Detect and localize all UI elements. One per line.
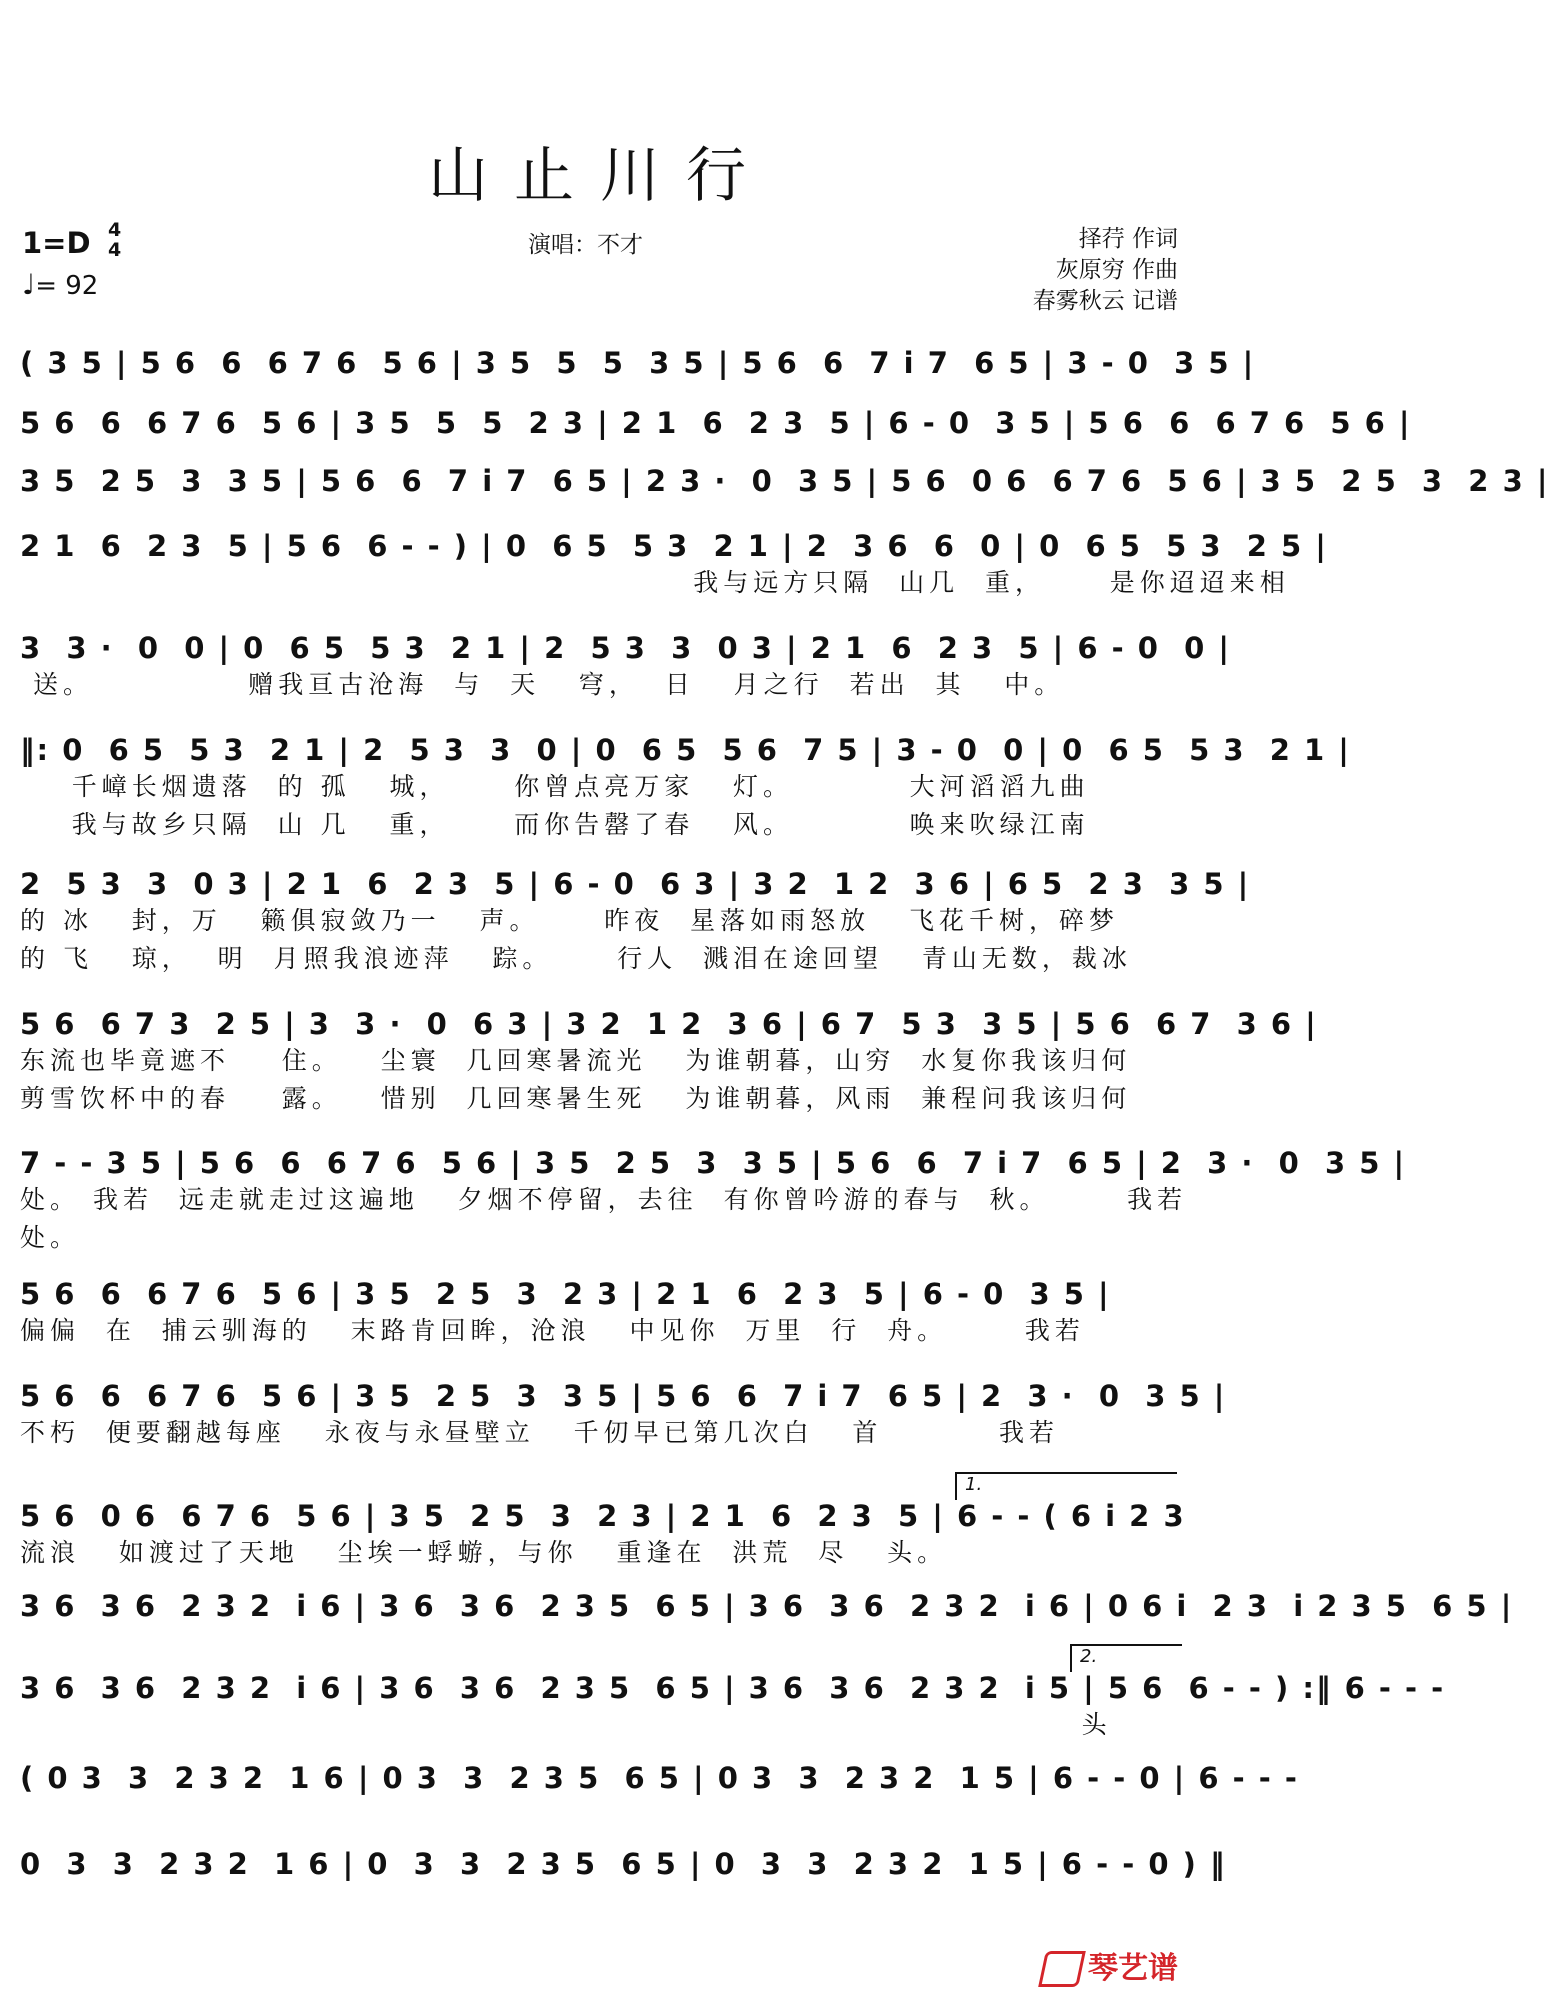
key-signature: 1=D [22, 226, 91, 260]
score-system [20, 345, 1256, 381]
notation-line: 3 6 3 6 2 3 2 i 6 | 3 6 3 6 2 3 5 6 5 | 3 6 3 6 2 3 2 i 6 | 0 6 i 2 3 i 2 3 5 6 5 | [20, 1589, 1514, 1623]
score-system [20, 1378, 1227, 1452]
score-system [20, 1474, 1186, 1572]
credits [1033, 224, 1178, 317]
singer-credit: 演唱：不才 [528, 232, 643, 258]
time-signature-top: 4 [108, 219, 122, 241]
lyric-line: 的 飞 琼， 明 月照我浪迹萍 踪。 行人 溅泪在途回望 青山无数，裁冰 [20, 944, 1132, 973]
volta-bracket [1070, 1644, 1182, 1672]
transcriber-credit: 春雾秋云 记谱 [1032, 288, 1178, 314]
lyric-line: 送。 赠我亘古沧海 与 天 穹， 日 月之行 若出 其 中。 [20, 670, 1065, 699]
notation-line: ( 3 5 | 5 6 6 6 7 6 5 6 | 3 5 5 5 3 5 | 5 6 6 7 i 7 6 5 | 3 - 0 3 5 | [20, 346, 1256, 380]
notation-line: 0 3 3 2 3 2 1 6 | 0 3 3 2 3 5 6 5 | 0 3 3 2 3 2 1 5 | 6 - - 0 ) ‖ [20, 1847, 1227, 1881]
watermark-text: 琴艺谱 [1088, 1950, 1178, 1986]
composer-credit: 灰原穷 作曲 [1055, 257, 1178, 283]
tempo-marking [22, 268, 98, 301]
score-system [20, 1588, 1514, 1624]
lyric-line: 不朽 便要翻越每座 永夜与永昼壁立 千仞早已第几次白 首 我若 [20, 1418, 1059, 1447]
score-system [20, 630, 1231, 704]
lyric-line: 剪雪饮杯中的春 露。 惜别 几回寒暑生死 为谁朝暮，风雨 兼程问我该归何 [20, 1084, 1132, 1113]
lyric-line: 偏偏 在 捕云驯海的 末路肯回眸，沧浪 中见你 万里 行 舟。 我若 [20, 1316, 1085, 1345]
notation-line: 5 6 6 6 7 6 5 6 | 3 5 2 5 3 3 5 | 5 6 6 7 i 7 6 5 | 2 3 · 0 3 5 | [20, 1379, 1227, 1413]
lyric-line: 东流也毕竟遮不 住。 尘寰 几回寒暑流光 为谁朝暮，山穷 水复你我该归何 [20, 1046, 1132, 1075]
notation-line: 2 1 6 2 3 5 | 5 6 6 - - ) | 0 6 5 5 3 2 1 | 2 3 6 6 0 | 0 6 5 5 3 2 5 | [20, 529, 1328, 563]
score-system [20, 1760, 1299, 1796]
score-system [20, 866, 1251, 978]
lyric-line: 的 冰 封，万 籁俱寂敛乃一 声。 昨夜 星落如雨怒放 飞花千树，碎梦 [20, 906, 1119, 935]
volta-label: 2. [1080, 1646, 1098, 1667]
lyric-line: 处。 [20, 1223, 81, 1252]
volta-bracket [955, 1472, 1177, 1500]
score-system [20, 1276, 1180, 1350]
notation-line: ‖: 0 6 5 5 3 2 1 | 2 5 3 3 0 | 0 6 5 5 6 7 5 | 3 - 0 0 | 0 6 5 5 3 2 1 | [20, 733, 1351, 767]
time-signature [108, 220, 121, 260]
notation-line: ( 0 3 3 2 3 2 1 6 | 0 3 3 2 3 5 6 5 | 0 3 3 2 3 2 1 5 | 6 - - 0 | 6 - - - [20, 1761, 1299, 1795]
score-system [20, 528, 1328, 602]
score-system [20, 1846, 1227, 1882]
notation-line: 3 5 2 5 3 3 5 | 5 6 6 7 i 7 6 5 | 2 3 · 0 3 5 | 5 6 0 6 6 7 6 5 6 | 3 5 2 5 3 2 3 | [20, 464, 1549, 498]
notation-line: 5 6 6 6 7 6 5 6 | 3 5 2 5 3 2 3 | 2 1 6 2 3 5 | 6 - 0 3 5 | [20, 1277, 1111, 1311]
lyric-line: 我与远方只隔 山几 重， 是你迢迢来相 [20, 568, 1290, 597]
score-system [20, 1646, 1446, 1744]
score-system [20, 732, 1351, 844]
volta-label: 1. [965, 1474, 983, 1495]
lyricist-credit: 择荇 作词 [1078, 226, 1178, 252]
score-system [20, 1006, 1318, 1118]
quarter-note-icon: ♩ [22, 268, 36, 301]
lyric-line: 我与故乡只隔 山 几 重， 而你告罄了春 风。 唤来吹绿江南 [20, 810, 1090, 839]
brand-logo-icon [1038, 1951, 1086, 1987]
notation-line: 3 6 3 6 2 3 2 i 6 | 3 6 3 6 2 3 5 6 5 | 3 6 3 6 2 3 2 i 5 | 5 6 6 - - ) :‖ 6 - - - [20, 1671, 1446, 1705]
lyric-line: 流浪 如渡过了天地 尘埃一蜉蝣，与你 重逢在 洪荒 尽 头。 [20, 1538, 948, 1567]
score-title: 山止川行 [428, 141, 772, 211]
notation-line: 5 6 0 6 6 7 6 5 6 | 3 5 2 5 3 2 3 | 2 1 6 2 3 5 | 6 - - ( 6 i 2 3 [20, 1499, 1186, 1533]
notation-line: 5 6 6 6 7 6 5 6 | 3 5 5 5 2 3 | 2 1 6 2 3 5 | 6 - 0 3 5 | 5 6 6 6 7 6 5 6 | [20, 406, 1412, 440]
notation-line: 2 5 3 3 0 3 | 2 1 6 2 3 5 | 6 - 0 6 3 | 3 2 1 2 3 6 | 6 5 2 3 3 5 | [20, 867, 1251, 901]
watermark-logo [1042, 1943, 1178, 1988]
lyric-line: 处。 我若 远走就走过这遍地 夕烟不停留，去往 有你曾吟游的春与 秋。 我若 [20, 1185, 1188, 1214]
score-system [20, 405, 1412, 441]
notation-line: 5 6 6 7 3 2 5 | 3 3 · 0 6 3 | 3 2 1 2 3 6 | 6 7 5 3 3 5 | 5 6 6 7 3 6 | [20, 1007, 1318, 1041]
time-signature-bottom: 4 [108, 239, 122, 261]
lyric-line: 头 [20, 1710, 1112, 1739]
notation-line: 3 3 · 0 0 | 0 6 5 5 3 2 1 | 2 5 3 3 0 3 | 2 1 6 2 3 5 | 6 - 0 0 | [20, 631, 1231, 665]
tempo-value: = 92 [35, 271, 99, 301]
notation-line: 7 - - 3 5 | 5 6 6 6 7 6 5 6 | 3 5 2 5 3 3 5 | 5 6 6 7 i 7 6 5 | 2 3 · 0 3 5 | [20, 1146, 1407, 1180]
lyric-line: 千嶂长烟遗落 的 孤 城， 你曾点亮万家 灯。 大河滔滔九曲 [20, 772, 1090, 801]
score-system [20, 1145, 1407, 1257]
score-system [20, 463, 1549, 499]
